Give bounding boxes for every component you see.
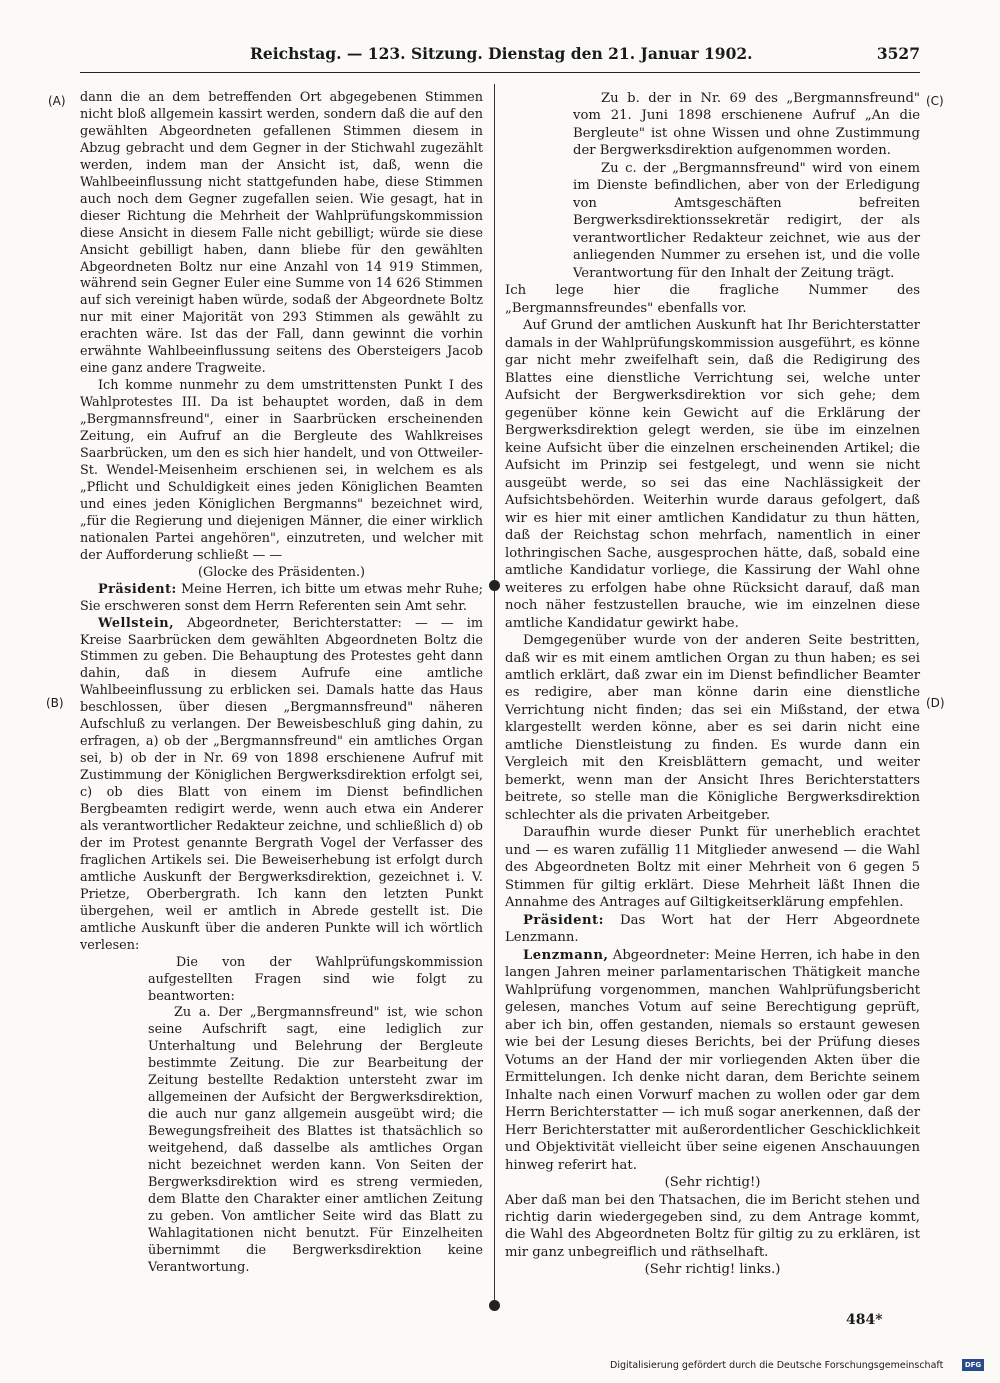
paragraph: Auf Grund der amtlichen Auskunft hat Ihr Berichterstatter damals in der Wahlprüfungskommission ausgeführt, es könne gar nicht mehr zweifelhaft sein, daß die Redigirung des Blattes eine dienstliche Verrichtung sei, welche unter Aufsicht der Bergwerksdirektion vor sich gehe; dem gegenüber könne kein Gewicht auf die Erklärung der Bergwerksdirektion gelegt werden, sie übe im einzelnen keine Aufsicht über die einzelnen erscheinenden Artikel; die Aufsicht im Prinzip sei festgelegt, und wenn sie nicht ausgeübt werde, so sei das eine Nachlässigkeit der Aufsichtsbehörden. Weiterhin wurde daraus gefolgert, daß wir es hier mit einer amtlichen Kandidatur zu thun hätten, daß der Reichstag schon mehrfach, namentlich in einer lothringischen Sache, ausgesprochen hätte, daß, sobald eine amtliche Kandidatur vorliege, die Kassirung der Wahl ohne weiteres zu erfolgen habe ohne Rücksicht darauf, daß man noch näher festzustellen brauche, wie im einzelnen diese amtliche Kandidatur gewirkt habe. [505, 318, 920, 631]
speech-lenzmann [505, 947, 920, 1174]
paragraph: Ich lege hier die fragliche Nummer des „Bergmannsfreundes" ebenfalls vor. [505, 283, 920, 316]
stage-direction: (Sehr richtig! links.) [644, 1262, 781, 1278]
paragraph: Aber daß man bei den Thatsachen, die im Bericht stehen und richtig darin wiedergegeben sind, zu dem Antrage kommt, die Wahl des Abgeordneten Boltz für giltig zu zu erklären, ist mir ganz unbegreiflich und räthselhaft. [505, 1192, 920, 1260]
speech-text: Abgeordneter: Meine Herren, ich habe in den langen Jahren meiner parlamentarischen Thätigkeit manche Wahlprüfung vorgenommen, manchen Wahlprüfungsbericht gelesen, manches Votum auf seine Berechtigung geprüft, aber ich bin, offen gestanden, niemals so erstaunt gewesen wie bei der Lesung dieses Berichts, bei der Prüfung dieses Votums an der Hand der mir vorliegenden Akten über die Ermittelungen. Ich denke nicht daran, dem Berichte seinem Inhalte nach einen Vorwurf machen zu wollen oder gar dem Herrn Berichterstatter — ich muß sogar anerkennen, daß der Herr Berichterstatter mit außerordentlicher Geschicklichkeit und Objektivität vielleicht über seine eigenen Anschauungen hinweg referirt hat. [505, 947, 920, 1173]
quoted-passage: Die von der Wahlprüfungskommission aufgestellten Fragen sind wie folgt zu beantworten: [148, 954, 483, 1004]
speech-text: Meine Herren, ich bitte um etwas mehr Ruhe; Sie erschweren sonst dem Herrn Referenten sein Amt sehr. [80, 581, 483, 614]
speech-text: Das Wort hat der Herr Abgeordnete Lenzmann. [505, 912, 920, 946]
running-header [250, 44, 920, 68]
page-number: 3527 [876, 44, 920, 63]
speaker-name: Lenzmann, [523, 947, 609, 963]
header-rule [80, 72, 920, 73]
paragraph: Daraufhin wurde dieser Punkt für unerheblich erachtet und — es waren zufällig 11 Mitglieder anwesend — die Wahl des Abgeordneten Boltz mit einer Mehrheit von 6 gegen 5 Stimmen für giltig erklärt. Diese Mehrheit läßt Ihnen die Annahme des Antrages auf Giltigkeitserklärung empfehlen. [505, 825, 920, 911]
paragraph: Demgegenüber wurde von der anderen Seite bestritten, daß wir es mit einem amtlichen Organ zu thun haben; es sei amtlich erklärt, daß zwar ein im Dienst befindlicher Beamter es redigire, aber man könne darin eine dienstliche Verrichtung nicht finden; das sei ein Mißstand, der etwa klargestellt werden könne, aber es sei darin nicht eine amtliche Dienstleistung zu finden. Es wurde dann ein Vergleich mit den Kreisblättern gemacht, und weiter bemerkt, wenn man der Ansicht Ihres Berichterstatters beitrete, so stelle man die Königliche Bergwerksdirektion schlechter als die privaten Arbeitgeber. [505, 633, 920, 823]
running-title: Reichstag. — 123. Sitzung. Dienstag den 21. Januar 1902. [250, 44, 753, 63]
column-divider [494, 84, 495, 1306]
speaker-name: Präsident: [523, 912, 605, 928]
footer-credit: Digitalisierung gefördert durch die Deutsche Forschungsgemeinschaft [610, 1360, 944, 1371]
speech-text: Abgeordneter, Berichterstatter: — — im Kreise Saarbrücken dem gewählten Abgeordneten Boltz die Stimmen zu geben. Die Behauptung des Protestes geht dann dahin, daß in diesem Aufrufe eine amtliche Wahlbeeinflussung zu erblicken sei. Damals hatte das Haus beschlossen, über diesen „Bergmannsfreund" näheren Aufschluß zu verlangen. Der Beweisbeschluß ging dahin, zu erfragen, a) ob der „Bergmannsfreund" ein amtliches Organ sei, b) ob der in Nr. 69 von 1898 erschienene Aufruf mit Zustimmung der Königlichen Bergwerksdirektion erfolgt sei, c) ob dies Blatt von einem im Dienst befindlichen Bergbeamten redigirt werde, wenn auch etwa ein Anderer als verantwortlicher Redakteur zeichne, und schließlich d) ob der im Protest genannte Bergrath Vogel der Verfasser des fraglichen Artikels sei. Die Beweiserhebung ist erfolgt durch amtliche Auskunft der Bergwerksdirektion, gezeichnet i. V. Prietze, Oberbergrath. Ich kann den letzten Punkt übergehen, weil er amtlich in Abrede gestellt ist. Die amtliche Auskunft über die anderen Punkte will ich wörtlich verlesen: [80, 615, 483, 953]
right-column [505, 90, 920, 1279]
quoted-passage: Zu a. Der „Bergmannsfreund" ist, wie schon seine Aufschrift sagt, eine lediglich zur Unterhaltung und Belehrung der Bergleute bestimmte Zeitung. Die zur Bearbeitung der Zeitung bestellte Redaktion untersteht zwar im allgemeinen der Aufsicht der Bergwerksdirektion, die auch nur ganz allgemein ausgeübt wird; die Bewegungsfreiheit des Blattes ist thatsächlich so weitgehend, daß dasselbe als amtliches Organ nicht bezeichnet werden kann. Von Seiten der Bergwerksdirektion wird es streng vermieden, dem Blatte den Charakter einer amtlichen Zeitung zu geben. Von amtlicher Seite wird das Blatt zu Wahlagitationen nicht benutzt. Für Einzelheiten übernimmt die Bergwerksdirektion keine Verantwortung. [148, 1005, 483, 1275]
divider-ornament [489, 580, 500, 591]
paragraph: Ich komme nunmehr zu dem umstrittensten Punkt I des Wahlprotestes III. Da ist behauptet worden, daß in dem „Bergmannsfreund", einer in Saarbrücken erscheinenden Zeitung, ein Aufruf an die Bergleute des Wahlkreises Saarbrücken, um den es sich hier handelt, und von Ottweiler-St. Wendel-Meisenheim erschienen sei, in welchem es als „Pflicht und Schuldigkeit eines jeden Königlichen Beamten und eines jeden Königlichen Bergmanns" bezeichnet wird, „für die Regierung und diejenigen Männer, die einer wirklich nationalen Partei angehören", einzutreten, und welcher mit der Aufforderung schließt — — [80, 378, 483, 563]
speaker-name: Präsident: [98, 581, 177, 597]
margin-mark-c: (C) [926, 94, 944, 108]
speaker-name: Wellstein, [98, 615, 175, 631]
paragraph: dann die an dem betreffenden Ort abgegebenen Stimmen nicht bloß allgemein kassirt werden, sondern daß die auf den gewählten Abgeordneten gefallenen Stimmen diesem in Abzug gebracht und dem Gegner in der Stichwahl zugezählt werden, indem man der Ansicht ist, daß, wenn die Wahlbeeinflussung nicht stattgefunden habe, diese Stimmen auch noch dem Gegner zugefallen seien. Wie gesagt, hat in dieser Richtung die Mehrheit der Wahlprüfungskommission diese Ansicht in diesem Falle nicht gebilligt; würde sie diese Ansicht gebilligt haben, dann bliebe für den gewählten Abgeordneten Boltz nur eine Anzahl von 14 919 Stimmen, während sein Gegner Euler eine Summe von 14 626 Stimmen auf sich vereinigt haben würde, sodaß der Abgeordnete Boltz nur mit einer Majorität von 293 Stimmen als gewählt zu erachten wäre. Ist das der Fall, dann gewinnt die vorhin erwähnte Wahlbeeinflussung seitens des Obersteigers Jacob eine ganz andere Tragweite. [80, 90, 483, 377]
stage-direction: (Glocke des Präsidenten.) [197, 564, 365, 580]
margin-mark-a: (A) [48, 94, 66, 108]
left-column [80, 90, 483, 1277]
quoted-passage: Zu b. der in Nr. 69 des „Bergmannsfreund" vom 21. Juni 1898 erschienene Aufruf „An die Bergleute" ist ohne Wissen und ohne Zustimmung der Bergwerksdirektion aufgenommen worden. [573, 91, 920, 159]
speech-president [80, 582, 483, 616]
signature-mark: 484* [846, 1312, 883, 1328]
divider-ornament-bottom [489, 1300, 500, 1311]
margin-mark-b: (B) [46, 696, 64, 710]
speech-wellstein [80, 616, 483, 955]
stage-direction: (Sehr richtig!) [664, 1175, 761, 1191]
speech-president [505, 912, 920, 947]
dfg-logo-icon: DFG [962, 1359, 984, 1371]
margin-mark-d: (D) [926, 696, 945, 710]
quoted-passage: Zu c. der „Bergmannsfreund" wird von einem im Dienste befindlichen, aber von der Erledigung von Amtsgeschäften befreiten Bergwerksdirektionssekretär redigirt, der als verantwortlicher Redakteur zeichnet, wie aus der anliegenden Nummer zu ersehen ist, und die volle Verantwortung für den Inhalt der Zeitung trägt. [573, 160, 920, 281]
